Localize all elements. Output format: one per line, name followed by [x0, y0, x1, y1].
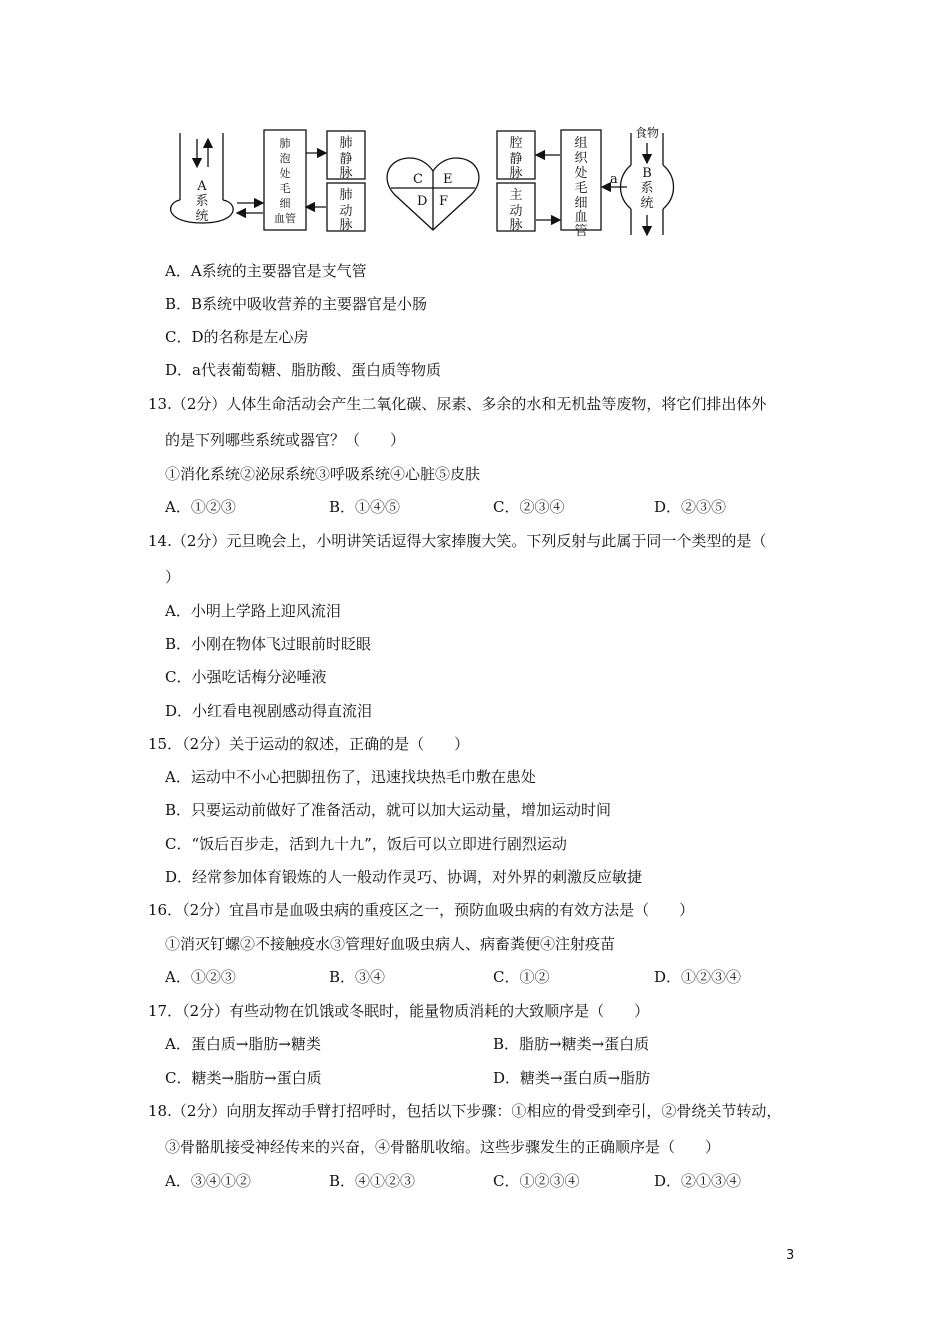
svg-text:处: 处 — [279, 167, 291, 180]
q17-option-a: A．蛋白质→脂肪→糖类 — [165, 1035, 321, 1053]
svg-text:泡: 泡 — [279, 152, 291, 165]
heart-label-f: F — [439, 194, 449, 209]
q14-option-b: B．小刚在物体飞过眼前时眨眼 — [165, 635, 372, 653]
q13-option-c: C．②③④ — [493, 498, 565, 516]
a-system-label-2: 系 — [195, 194, 209, 209]
page-number: 3 — [786, 1248, 795, 1263]
svg-text:血: 血 — [574, 210, 588, 225]
svg-text:静: 静 — [509, 152, 523, 167]
a-system-label-3: 统 — [195, 209, 209, 224]
q13-option-a: A．①②③ — [165, 498, 236, 516]
pulmonary-vein-box — [339, 135, 352, 181]
heart-label-d: D — [417, 194, 428, 209]
heart-label-e: E — [443, 172, 453, 187]
svg-text:细: 细 — [574, 196, 588, 211]
q15-option-c: C．“饭后百步走，活到九十九”，饭后可以立即进行剧烈运动 — [165, 835, 567, 853]
svg-text:脉: 脉 — [509, 166, 523, 181]
svg-text:肺: 肺 — [339, 188, 353, 203]
heart-label-c: C — [413, 172, 423, 187]
q18-option-c: C．①②③④ — [493, 1172, 580, 1190]
svg-text:脉: 脉 — [339, 218, 353, 233]
q13-stem-line1: 13.（2分）人体生命活动会产生二氧化碳、尿素、多余的水和无机盐等废物，将它们排出体外 — [148, 395, 767, 413]
svg-text:肺: 肺 — [279, 137, 291, 150]
svg-text:肺: 肺 — [339, 136, 353, 151]
svg-text:毛: 毛 — [279, 182, 291, 195]
q16-option-c: C．①② — [493, 968, 550, 986]
arrow-a-label: a — [610, 172, 618, 187]
svg-text:统: 统 — [640, 196, 654, 211]
svg-text:动: 动 — [339, 204, 353, 219]
q18-option-b: B．④①②③ — [329, 1172, 416, 1190]
q15-option-d: D．经常参加体育锻炼的人一般动作灵巧、协调，对外界的刺激反应敏捷 — [165, 868, 643, 886]
q17-stem: 17．（2分）有些动物在饥饿或冬眠时，能量物质消耗的大致顺序是（ ） — [148, 1002, 650, 1020]
tissue-capillary-label — [574, 136, 588, 239]
q18-option-d: D．②①③④ — [654, 1172, 742, 1190]
q14-option-a: A．小明上学路上迎风流泪 — [165, 602, 341, 620]
q16-option-a: A．①②③ — [165, 968, 236, 986]
svg-text:管: 管 — [574, 224, 588, 239]
svg-text:细: 细 — [279, 197, 291, 210]
q13-stem-line2: 的是下列哪些系统或器官？（ ） — [165, 431, 406, 449]
q13-option-b: B．①④⑤ — [329, 498, 401, 516]
q15-option-a: A．运动中不小心把脚扭伤了，迅速找块热毛巾敷在患处 — [165, 768, 536, 786]
svg-text:主: 主 — [509, 188, 523, 203]
aorta-box — [509, 188, 522, 233]
circulation-diagram — [165, 125, 685, 240]
svg-text:系: 系 — [640, 181, 654, 196]
svg-text:静: 静 — [339, 152, 353, 167]
svg-text:动: 动 — [509, 204, 523, 219]
svg-text:脉: 脉 — [339, 166, 353, 181]
b-system-label — [640, 166, 653, 211]
svg-text:织: 织 — [574, 151, 588, 166]
pulmonary-artery-box — [339, 187, 352, 233]
q18-stem-line2: ③骨骼肌接受神经传来的兴奋，④骨骼肌收缩。这些步骤发生的正确顺序是（ ） — [165, 1138, 721, 1156]
food-label: 食物 — [635, 126, 660, 140]
a-system-label: A — [197, 179, 207, 194]
q15-option-b: B．只要运动前做好了准备活动，就可以加大运动量，增加运动时间 — [165, 801, 612, 819]
alveolar-capillary-label — [274, 136, 296, 225]
svg-text:血管: 血管 — [274, 212, 296, 225]
svg-text:组: 组 — [574, 136, 588, 151]
q17-option-b: B．脂肪→糖类→蛋白质 — [493, 1035, 650, 1053]
q12-option-d: D．a代表葡萄糖、脂肪酸、蛋白质等物质 — [165, 361, 441, 379]
svg-text:B: B — [642, 166, 652, 181]
q15-stem: 15．（2分）关于运动的叙述，正确的是（ ） — [148, 735, 470, 753]
q12-option-c: C．D的名称是左心房 — [165, 328, 309, 346]
q12-option-a: A．A系统的主要器官是支气管 — [165, 262, 367, 280]
q18-option-a: A．③④①② — [165, 1172, 251, 1190]
svg-text:脉: 脉 — [509, 218, 523, 233]
q14-stem-line2: ） — [165, 568, 181, 586]
q16-option-d: D．①②③④ — [654, 968, 742, 986]
q18-stem-line1: 18.（2分）向朋友挥动手臂打招呼时，包括以下步骤：①相应的骨受到牵引，②骨绕关节转动， — [148, 1102, 782, 1120]
q12-option-b: B．B系统中吸收营养的主要器官是小肠 — [165, 295, 428, 313]
q13-items: ①消化系统②泌尿系统③呼吸系统④心脏⑤皮肤 — [165, 465, 481, 483]
q14-stem-line1: 14.（2分）元旦晚会上，小明讲笑话逗得大家捧腹大笑。下列反射与此属于同一个类型的是（ — [148, 532, 767, 550]
svg-text:腔: 腔 — [509, 136, 523, 151]
q14-option-c: C．小强吃话梅分泌唾液 — [165, 668, 327, 686]
heart-diagram — [387, 158, 479, 230]
q17-option-c: C．糖类→脂肪→蛋白质 — [165, 1069, 322, 1087]
q13-option-d: D．②③⑤ — [654, 498, 727, 516]
q16-stem: 16．（2分）宜昌市是血吸虫病的重疫区之一，预防血吸虫病的有效方法是（ ） — [148, 901, 695, 919]
svg-text:毛: 毛 — [574, 181, 588, 196]
q14-option-d: D．小红看电视剧感动得直流泪 — [165, 702, 373, 720]
q16-items: ①消灭钉螺②不接触疫水③管理好血吸虫病人、病畜粪便④注射疫苗 — [165, 935, 616, 953]
q16-option-b: B．③④ — [329, 968, 386, 986]
vena-cava-box — [509, 136, 522, 181]
q17-option-d: D．糖类→蛋白质→脂肪 — [493, 1069, 651, 1087]
svg-text:处: 处 — [574, 166, 588, 181]
